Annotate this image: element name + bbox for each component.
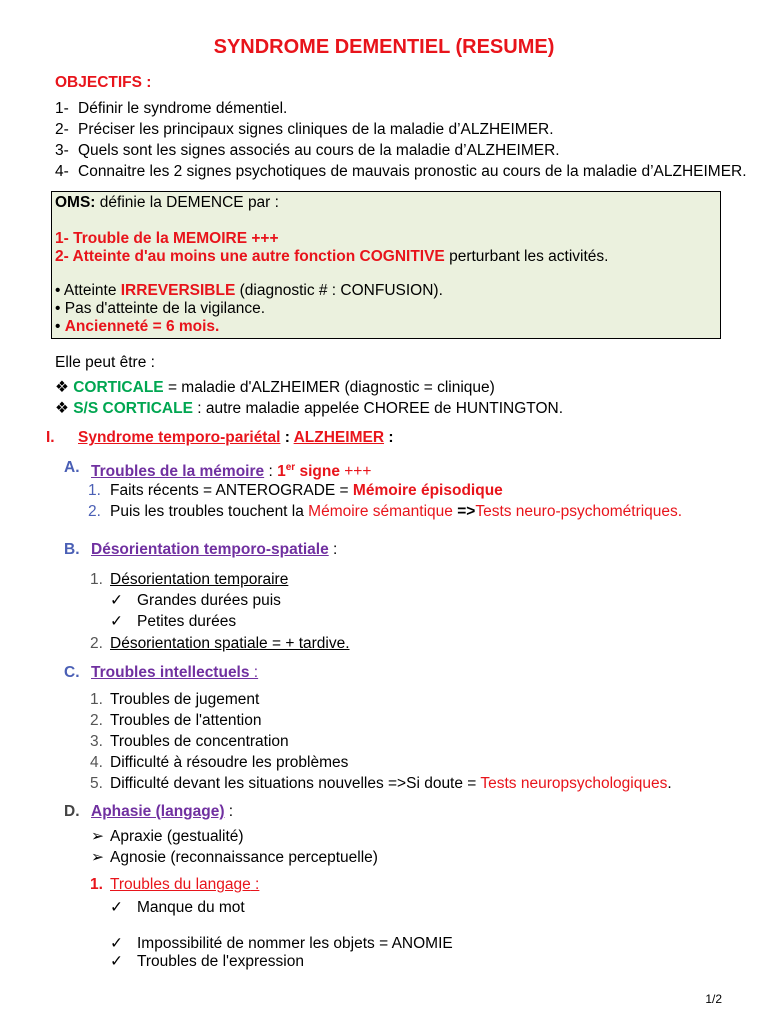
- check-item: ✓ Grandes durées puis: [110, 592, 281, 609]
- page-number: 1/2: [705, 992, 722, 1006]
- objectif-num: 2-: [55, 121, 69, 138]
- subsection-title-d: Aphasie (langage) :: [91, 803, 234, 820]
- objectif-num: 1-: [55, 100, 69, 117]
- objectif-item: [55, 121, 554, 139]
- oms-definition-box: [51, 191, 721, 339]
- list-item: 5. Difficulté devant les situations nouvelles =>Si doute = Tests neuropsychologiques.: [90, 775, 672, 792]
- checkmark-icon: ✓: [110, 899, 123, 916]
- arrow-bullet-icon: ➢: [91, 828, 104, 845]
- objectif-num: 3-: [55, 142, 69, 159]
- arrow-bullet-icon: ➢: [91, 849, 104, 866]
- elle-peut-etre: Elle peut être :: [55, 354, 155, 371]
- checkmark-icon: ✓: [110, 613, 123, 630]
- objectif-num: 4-: [55, 163, 69, 180]
- diamond-bullet-icon: ❖: [55, 400, 69, 417]
- subsection-title-c: Troubles intellectuels :: [91, 664, 259, 681]
- check-item: ✓ Manque du mot: [110, 899, 245, 916]
- subsection-letter-d: D.: [64, 803, 80, 820]
- check-item: ✓ Troubles de l'expression: [110, 953, 304, 970]
- oms-bullet-anciennete: • Ancienneté = 6 mois.: [55, 318, 220, 335]
- objectif-text: Préciser les principaux signes cliniques de la maladie d’ALZHEIMER.: [78, 121, 554, 138]
- subsection-title-a: Troubles de la mémoire : 1er signe +++: [91, 462, 372, 481]
- list-item: 4. Difficulté à résoudre les problèmes: [90, 754, 349, 771]
- list-item: 1. Faits récents = ANTEROGRADE = Mémoire épisodique: [88, 482, 503, 499]
- list-item: 2. Puis les troubles touchent la Mémoire sémantique =>Tests neuro-psychométriques.: [88, 503, 683, 520]
- sub-list-item: 1. Troubles du langage :: [90, 876, 260, 893]
- checkmark-icon: ✓: [110, 953, 123, 970]
- check-item: ✓ Petites durées: [110, 613, 237, 630]
- oms-criterion-memoire: 1- Trouble de la MEMOIRE +++: [55, 230, 279, 247]
- corticale-line: ❖ CORTICALE = maladie d'ALZHEIMER (diagnostic = clinique): [55, 379, 495, 396]
- oms-label: OMS:: [55, 194, 96, 211]
- oms-bullet-vigilance: • Pas d'atteinte de la vigilance.: [55, 300, 266, 317]
- objectif-item: [55, 163, 747, 181]
- subsection-letter-c: C.: [64, 664, 80, 681]
- objectifs-heading: OBJECTIFS :: [55, 74, 152, 91]
- check-item: ✓ Impossibilité de nommer les objets = ANOMIE: [110, 935, 453, 952]
- objectif-item: [55, 100, 288, 118]
- subsection-letter-a: A.: [64, 459, 80, 476]
- list-item: 2. Troubles de l'attention: [90, 712, 262, 729]
- objectif-text: Connaitre les 2 signes psychotiques de mauvais pronostic au cours de la maladie d’ALZHEIMER.: [78, 163, 747, 180]
- list-item: 3. Troubles de concentration: [90, 733, 289, 750]
- oms-intro-text: définie la DEMENCE par :: [95, 194, 279, 211]
- section-number: I.: [46, 429, 55, 446]
- objectif-item: [55, 142, 560, 160]
- subsection-title-b: Désorientation temporo-spatiale :: [91, 541, 338, 558]
- checkmark-icon: ✓: [110, 935, 123, 952]
- objectif-text: Quels sont les signes associés au cours de la maladie d’ALZHEIMER.: [78, 142, 560, 159]
- oms-bullet-irreversible: • Atteinte IRREVERSIBLE (diagnostic # : CONFUSION).: [55, 282, 443, 299]
- objectif-text: Définir le syndrome démentiel.: [78, 100, 288, 117]
- arrow-item: ➢ Agnosie (reconnaissance perceptuelle): [91, 849, 378, 866]
- diamond-bullet-icon: ❖: [55, 379, 69, 396]
- sscorticale-line: ❖ S/S CORTICALE : autre maladie appelée CHOREE de HUNTINGTON.: [55, 400, 564, 417]
- oms-intro: [55, 194, 279, 212]
- arrow-item: ➢ Apraxie (gestualité): [91, 828, 244, 845]
- checkmark-icon: ✓: [110, 592, 123, 609]
- section-title: Syndrome temporo-pariétal : ALZHEIMER :: [78, 429, 394, 446]
- list-item: 1. Troubles de jugement: [90, 691, 260, 708]
- page-title: SYNDROME DEMENTIEL (RESUME): [213, 36, 555, 58]
- list-item: 2. Désorientation spatiale = + tardive.: [90, 635, 350, 652]
- oms-criterion-cognitive: 2- Atteinte d'au moins une autre fonction COGNITIVE perturbant les activités.: [55, 248, 609, 265]
- subsection-letter-b: B.: [64, 541, 80, 558]
- list-item: 1. Désorientation temporaire: [90, 571, 289, 588]
